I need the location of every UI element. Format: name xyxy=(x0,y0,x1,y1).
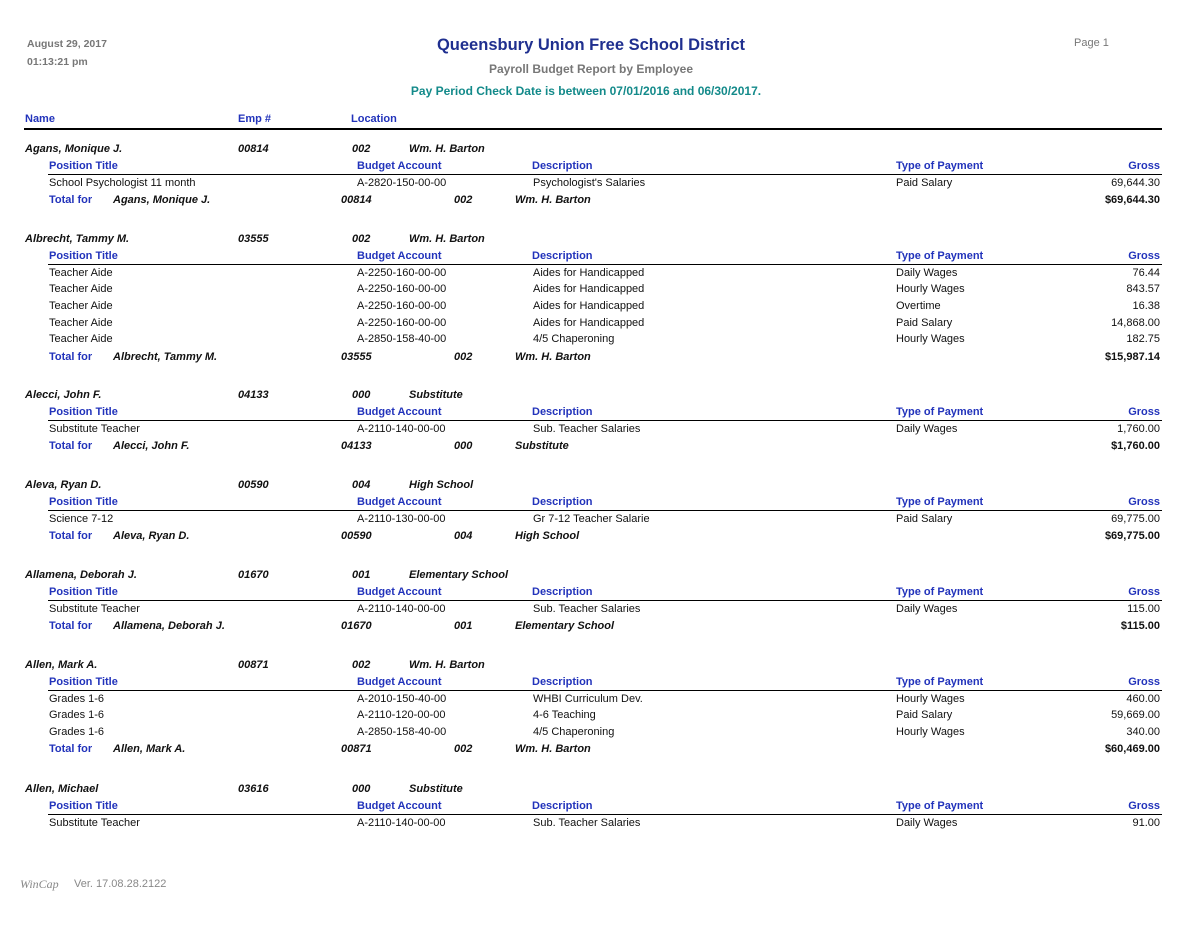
total-amount: $15,987.14 xyxy=(1104,350,1160,363)
position-title: Substitute Teacher xyxy=(49,816,140,829)
employee-number: 00871 xyxy=(238,659,269,671)
gross-header: Gross xyxy=(1128,406,1160,418)
total-amount: $69,644.30 xyxy=(1104,193,1160,206)
total-location-name: Wm. H. Barton xyxy=(515,350,591,363)
report-date: August 29, 2017 xyxy=(27,38,107,50)
location-code: 002 xyxy=(352,659,371,671)
location-code: 002 xyxy=(352,233,371,245)
total-employee-name: Aleva, Ryan D. xyxy=(113,529,190,542)
description: Sub. Teacher Salaries xyxy=(533,816,641,829)
gross-header: Gross xyxy=(1128,250,1160,262)
total-amount: $115.00 xyxy=(1120,619,1160,632)
description: Sub. Teacher Salaries xyxy=(533,422,641,435)
employee-name: Aleva, Ryan D. xyxy=(25,479,102,491)
gross-amount: 340.00 xyxy=(1126,725,1160,738)
position-title: Grades 1-6 xyxy=(49,725,105,738)
budget-account-header: Budget Account xyxy=(357,586,442,598)
total-label: Total for xyxy=(49,619,93,632)
total-location-name: High School xyxy=(515,529,580,542)
page-number: Page 1 xyxy=(1074,37,1109,49)
total-amount: $1,760.00 xyxy=(1111,439,1160,452)
budget-account: A-2110-140-00-00 xyxy=(357,602,446,615)
description: Gr 7-12 Teacher Salarie xyxy=(533,512,650,525)
position-title: Substitute Teacher xyxy=(49,602,140,615)
description-header: Description xyxy=(532,496,593,508)
total-employee-number: 04133 xyxy=(341,439,372,452)
total-location-code: 004 xyxy=(454,529,473,542)
position-title: Grades 1-6 xyxy=(49,692,105,705)
type-of-payment-header: Type of Payment xyxy=(896,586,984,598)
employee-number: 04133 xyxy=(238,389,269,401)
employee-number: 00814 xyxy=(238,143,269,155)
type-of-payment: Paid Salary xyxy=(896,316,953,329)
type-of-payment: Daily Wages xyxy=(896,602,958,615)
location-name: High School xyxy=(409,479,474,491)
budget-account: A-2110-130-00-00 xyxy=(357,512,446,525)
position-title-header: Position Title xyxy=(49,160,118,172)
position-title-header: Position Title xyxy=(49,676,118,688)
budget-account: A-2250-160-00-00 xyxy=(357,266,447,279)
employee-number: 03616 xyxy=(238,783,269,795)
location-code: 002 xyxy=(352,143,371,155)
gross-amount: 182.75 xyxy=(1126,333,1160,346)
location-code: 000 xyxy=(352,389,371,401)
position-title: Grades 1-6 xyxy=(49,709,105,722)
budget-account-header: Budget Account xyxy=(357,676,442,688)
type-of-payment-header: Type of Payment xyxy=(896,250,984,262)
type-of-payment: Hourly Wages xyxy=(896,725,965,738)
gross-header: Gross xyxy=(1128,496,1160,508)
report-time: 01:13:21 pm xyxy=(27,56,88,68)
position-title: Teacher Aide xyxy=(49,283,113,296)
description-header: Description xyxy=(532,586,593,598)
detail-divider xyxy=(48,814,1162,815)
total-label: Total for xyxy=(49,743,93,756)
total-employee-name: Alecci, John F. xyxy=(113,439,190,452)
budget-account: A-2250-160-00-00 xyxy=(357,299,447,312)
budget-account: A-2250-160-00-00 xyxy=(357,283,447,296)
position-title: Teacher Aide xyxy=(49,266,113,279)
description: 4/5 Chaperoning xyxy=(533,725,615,738)
location-code: 004 xyxy=(352,479,371,491)
budget-account-header: Budget Account xyxy=(357,250,442,262)
description: Aides for Handicapped xyxy=(533,316,645,329)
description: WHBI Curriculum Dev. xyxy=(533,692,643,705)
total-employee-number: 00590 xyxy=(341,529,372,542)
gross-amount: 91.00 xyxy=(1132,816,1160,829)
type-of-payment: Hourly Wages xyxy=(896,333,965,346)
total-location-name: Wm. H. Barton xyxy=(515,743,591,756)
description: 4/5 Chaperoning xyxy=(533,333,615,346)
position-title-header: Position Title xyxy=(49,800,118,812)
total-label: Total for xyxy=(49,529,93,542)
total-employee-name: Agans, Monique J. xyxy=(113,193,211,206)
employee-name: Alecci, John F. xyxy=(25,389,102,401)
position-title: Teacher Aide xyxy=(49,299,113,312)
wincap-logo: WinCap xyxy=(20,877,59,891)
total-amount: $69,775.00 xyxy=(1104,529,1160,542)
total-location-code: 002 xyxy=(454,350,473,363)
gross-header: Gross xyxy=(1128,676,1160,688)
gross-header: Gross xyxy=(1128,160,1160,172)
gross-header: Gross xyxy=(1128,800,1160,812)
total-location-code: 000 xyxy=(454,439,473,452)
total-location-code: 002 xyxy=(454,743,473,756)
description-header: Description xyxy=(532,250,593,262)
description: 4-6 Teaching xyxy=(533,709,596,722)
gross-amount: 76.44 xyxy=(1132,266,1160,279)
total-amount: $60,469.00 xyxy=(1104,743,1160,756)
header-divider xyxy=(24,128,1162,130)
report-period: Pay Period Check Date is between 07/01/2016 and 06/30/2017. xyxy=(410,84,762,98)
name-column-header: Name xyxy=(25,113,55,125)
type-of-payment-header: Type of Payment xyxy=(896,676,984,688)
type-of-payment: Daily Wages xyxy=(896,816,958,829)
total-location-code: 001 xyxy=(454,619,473,632)
location-column-header: Location xyxy=(351,113,397,125)
total-location-name: Wm. H. Barton xyxy=(515,193,591,206)
location-name: Wm. H. Barton xyxy=(409,143,485,155)
gross-amount: 69,775.00 xyxy=(1111,512,1160,525)
detail-divider xyxy=(48,600,1162,601)
version-text: Ver. 17.08.28.2122 xyxy=(74,878,167,890)
gross-amount: 460.00 xyxy=(1126,692,1160,705)
description-header: Description xyxy=(532,800,593,812)
location-name: Elementary School xyxy=(409,569,509,581)
total-label: Total for xyxy=(49,350,93,363)
total-location-code: 002 xyxy=(454,193,473,206)
total-employee-number: 00871 xyxy=(341,743,372,756)
total-employee-number: 00814 xyxy=(341,193,372,206)
description: Aides for Handicapped xyxy=(533,299,645,312)
total-employee-number: 03555 xyxy=(341,350,372,363)
type-of-payment-header: Type of Payment xyxy=(896,406,984,418)
type-of-payment-header: Type of Payment xyxy=(896,160,984,172)
total-location-name: Substitute xyxy=(515,439,569,452)
budget-account: A-2110-140-00-00 xyxy=(357,816,446,829)
report-subtitle: Payroll Budget Report by Employee xyxy=(488,62,694,76)
position-title-header: Position Title xyxy=(49,250,118,262)
gross-amount: 115.00 xyxy=(1127,602,1160,615)
type-of-payment: Hourly Wages xyxy=(896,692,965,705)
budget-account: A-2850-158-40-00 xyxy=(357,333,447,346)
location-code: 000 xyxy=(352,783,371,795)
type-of-payment-header: Type of Payment xyxy=(896,800,984,812)
description: Psychologist's Salaries xyxy=(533,176,646,189)
description: Aides for Handicapped xyxy=(533,266,645,279)
total-employee-name: Albrecht, Tammy M. xyxy=(113,350,218,363)
employee-number: 03555 xyxy=(238,233,269,245)
gross-amount: 69,644.30 xyxy=(1111,176,1160,189)
detail-divider xyxy=(48,690,1162,691)
type-of-payment: Hourly Wages xyxy=(896,283,965,296)
budget-account: A-2110-120-00-00 xyxy=(357,709,446,722)
employee-number: 01670 xyxy=(238,569,269,581)
employee-name: Allen, Michael xyxy=(25,783,99,795)
employee-name: Albrecht, Tammy M. xyxy=(25,233,130,245)
employee-name: Allen, Mark A. xyxy=(25,659,98,671)
location-name: Substitute xyxy=(409,389,463,401)
detail-divider xyxy=(48,174,1162,175)
type-of-payment: Daily Wages xyxy=(896,266,958,279)
budget-account: A-2010-150-40-00 xyxy=(357,692,447,705)
description: Sub. Teacher Salaries xyxy=(533,602,641,615)
budget-account: A-2110-140-00-00 xyxy=(357,422,446,435)
budget-account: A-2850-158-40-00 xyxy=(357,725,447,738)
budget-account-header: Budget Account xyxy=(357,406,442,418)
employee-name: Agans, Monique J. xyxy=(25,143,123,155)
budget-account: A-2250-160-00-00 xyxy=(357,316,447,329)
location-code: 001 xyxy=(352,569,371,581)
total-label: Total for xyxy=(49,193,93,206)
gross-amount: 843.57 xyxy=(1126,283,1160,296)
description-header: Description xyxy=(532,676,593,688)
budget-account: A-2820-150-00-00 xyxy=(357,176,447,189)
report-title: Queensbury Union Free School District xyxy=(436,36,746,54)
type-of-payment: Paid Salary xyxy=(896,709,953,722)
total-employee-name: Allamena, Deborah J. xyxy=(113,619,225,632)
emp-column-header: Emp # xyxy=(238,113,272,125)
total-location-name: Elementary School xyxy=(515,619,615,632)
employee-name: Allamena, Deborah J. xyxy=(25,569,137,581)
description: Aides for Handicapped xyxy=(533,283,645,296)
position-title: Teacher Aide xyxy=(49,333,113,346)
budget-account-header: Budget Account xyxy=(357,160,442,172)
detail-divider xyxy=(48,264,1162,265)
position-title-header: Position Title xyxy=(49,586,118,598)
budget-account-header: Budget Account xyxy=(357,800,442,812)
position-title: Teacher Aide xyxy=(49,316,113,329)
position-title: Science 7-12 xyxy=(49,512,114,525)
gross-amount: 14,868.00 xyxy=(1111,316,1160,329)
description-header: Description xyxy=(532,406,593,418)
location-name: Wm. H. Barton xyxy=(409,659,485,671)
budget-account-header: Budget Account xyxy=(357,496,442,508)
position-title-header: Position Title xyxy=(49,406,118,418)
type-of-payment: Daily Wages xyxy=(896,422,958,435)
location-name: Wm. H. Barton xyxy=(409,233,485,245)
gross-amount: 1,760.00 xyxy=(1117,422,1160,435)
position-title: Substitute Teacher xyxy=(49,422,140,435)
position-title-header: Position Title xyxy=(49,496,118,508)
description-header: Description xyxy=(532,160,593,172)
gross-amount: 59,669.00 xyxy=(1111,709,1160,722)
total-employee-number: 01670 xyxy=(341,619,372,632)
type-of-payment-header: Type of Payment xyxy=(896,496,984,508)
type-of-payment: Overtime xyxy=(896,299,941,312)
gross-header: Gross xyxy=(1128,586,1160,598)
detail-divider xyxy=(48,510,1162,511)
type-of-payment: Paid Salary xyxy=(896,512,953,525)
detail-divider xyxy=(48,420,1162,421)
gross-amount: 16.38 xyxy=(1132,299,1160,312)
total-label: Total for xyxy=(49,439,93,452)
position-title: School Psychologist 11 month xyxy=(49,176,196,189)
type-of-payment: Paid Salary xyxy=(896,176,953,189)
location-name: Substitute xyxy=(409,783,463,795)
total-employee-name: Allen, Mark A. xyxy=(113,743,186,756)
employee-number: 00590 xyxy=(238,479,269,491)
